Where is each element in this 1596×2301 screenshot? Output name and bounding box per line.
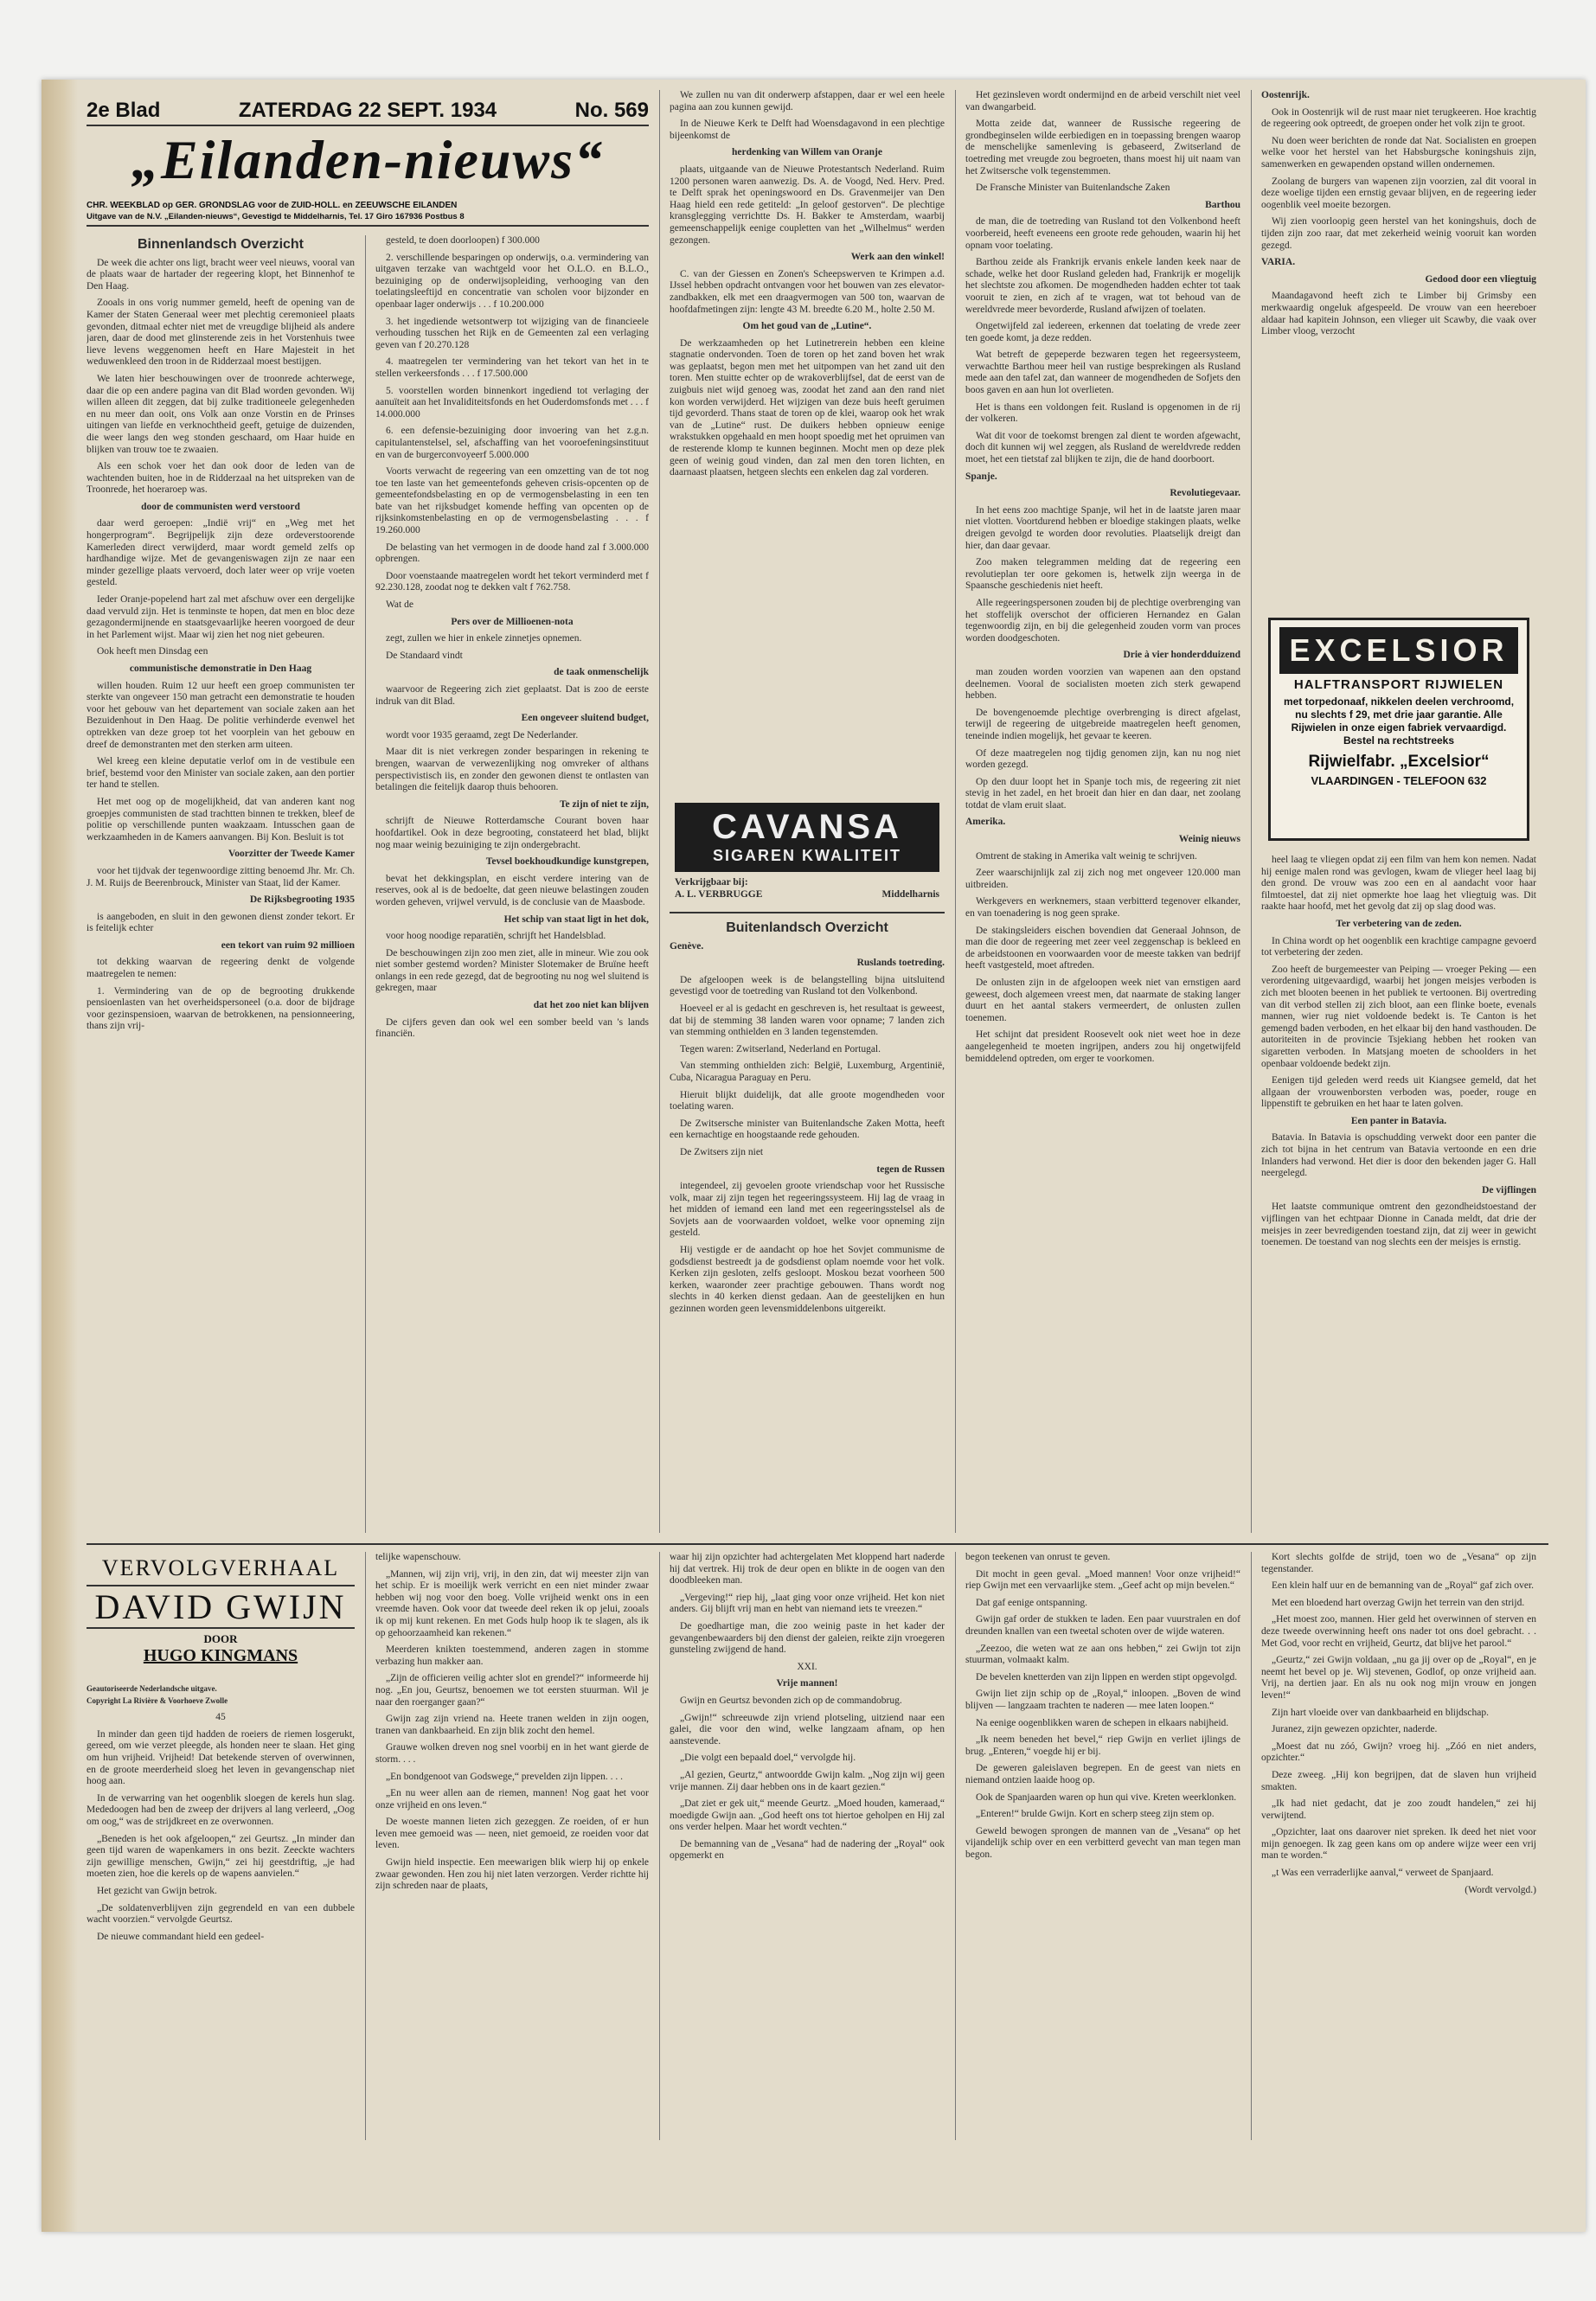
article-paragraph: Het gezinsleven wordt ondermijnd en de arbeid verschilt niet veel van dwangarbeid. — [965, 90, 1240, 112]
article-paragraph: heel laag te vliegen opdat zij een film van hem kon nemen. Nadat hij eenige malen rond was gevlogen, kwam de vlieger heel laag bij den grond. De vrouw was zoo een en al aandacht voor haar filmtoestel, dat zij niet opmerkte hoe laag het vliegtuig was. Dit raakte haar hoofd, met het gevolg dat zij op slag dood was. — [1261, 855, 1536, 913]
excelsior-advertisement — [1268, 618, 1529, 841]
article-paragraph: Op den duur loopt het in Spanje toch mis, de regeering zit niet stevig in het zadel, en het broeit dan hier en dan daar, net zoolang totdat de vlam eruit slaat. — [965, 776, 1240, 811]
article-paragraph: is aangeboden, en sluit in den gewonen dienst zonder tekort. Er is feitelijk echter — [87, 911, 355, 934]
serial-paragraph: „Die volgt een bepaald doel,“ vervolgde hij. — [680, 1753, 856, 1764]
column-rule — [1251, 90, 1252, 1533]
column-1 — [87, 235, 355, 1533]
article-paragraph: Voorts verwacht de regeering van een omzetting van de tot nog toe ten laste van het gemeentefonds geheven crisis-opcenten op de gemeentefondsbelasting en op de vermogensbelasting in een ten bate van het rijksbudget komende heffing van opcenten op de rijksinkomstenbelasting en op de vermogensbelasting . . . f 19.260.000 — [375, 466, 649, 536]
serial-column-2 — [375, 1552, 649, 2140]
dateline: Spanje. — [965, 471, 997, 482]
subheading: Te zijn of niet te zijn, — [559, 798, 649, 810]
serial-paragraph: waar hij zijn opzichter had achtergelaten Met kloppend hart naderde hij dat vertrek. Hij trok de deur open en blikte in de oogen van den doodbleeken man. — [670, 1552, 945, 1586]
serial-paragraph: De goedhartige man, die zoo weinig paste in het kader der gevangenbewaarders bij den dienst der galeien, reikte zijn vroegeren gunsteling zwijgend de hand. — [670, 1620, 945, 1656]
article-paragraph: De beschouwingen zijn zoo men ziet, alle in mineur. Wie zou ook niet somber gestemd worden? Minister Slotemaker de Bruïne heeft onlangs in een rede gezegd, dat de begrooting nu nog wel sluitend is gekregen, maar — [375, 947, 649, 994]
serial-title: DAVID GWIJN — [87, 1585, 355, 1629]
subheading: Werk aan den winkel! — [850, 252, 945, 263]
serial-paragraph: Deze zweeg. „Hij kon begrijpen, dat de slaven hun vrijheid smakten. — [1261, 1769, 1536, 1792]
column-rule — [365, 235, 366, 1533]
serial-divider — [87, 1543, 1548, 1545]
cavansa-advertisement — [675, 803, 939, 872]
article-paragraph: Door voenstaande maatregelen wordt het tekort verminderd met f 92.230.128, zoodat nog te dekken valt f 762.758. — [375, 570, 649, 593]
subheading: Ruslands toetreding. — [856, 958, 945, 969]
article-paragraph: Ook in Oostenrijk wil de rust maar niet terugkeeren. Hoe krachtig de regeering ook optreedt, de groepen onder het volk zijn te groot. — [1261, 106, 1536, 130]
newspaper-title: „Eilanden-nieuws“ — [131, 129, 605, 190]
serial-paragraph: Een klein half uur en de bemanning van de „Royal“ gaf zich over. — [1272, 1580, 1535, 1592]
serial-paragraph: Gwijn zag zijn vriend na. Heete tranen welden in zijn oogen, tranen van dankbaarheid. En zijn blik zocht den hemel. — [375, 1714, 649, 1736]
article-paragraph: In het eens zoo machtige Spanje, wil het in de laatste jaren maar niet vlotten. Voortdurend hebben er bloedige stakingen plaats, welke dreigen gevolgd te worden door revoluties. Plaatselijk dreigt dan hier, dan daar gevaar. — [965, 504, 1240, 551]
subheading: De Rijksbegrooting 1935 — [249, 894, 355, 906]
serial-continued: (Wordt vervolgd.) — [1465, 1884, 1536, 1895]
article-paragraph: plaats, uitgaande van de Nieuwe Protestantsch Nederland. Ruim 1200 personen waren aanwezig. Ds. A. de Voogd, Ned. Herv. Pred. te Delft sprak het openingswoord en Ds. Gravenmeijer van Den Haag hield een rede getiteld: „In geloof gestorven“. De plechtige kransglegging verrichtte Ds. H. Bakker te Amsterdam, waarbij gemeenschappelijk eenige coupletten van het „Wilhelmus“ werden gezongen. — [670, 163, 945, 246]
article-paragraph: Hieruit blijkt duidelijk, dat alle groote mogendheden voor toelating waren. — [670, 1089, 945, 1112]
article-paragraph: Batavia. In Batavia is opschudding verwekt door een panter die zich tot bijna in het centrum van Batavia vertoonde en een drie Inlanders had verwond. Het dier is door den bekenden jager G. Hall neergelegd. — [1261, 1132, 1536, 1179]
article-paragraph: De Fransche Minister van Buitenlandsche Zaken — [976, 183, 1170, 194]
article-paragraph: wordt voor 1935 geraamd, zegt De Nederlander. — [386, 729, 579, 740]
subheading: De vijflingen — [1482, 1184, 1536, 1195]
serial-column-4 — [965, 1552, 1240, 2140]
article-paragraph: De stakingsleiders eischen bovendien dat Generaal Johnson, de man die door de regeering met zeer veel zeggenschap is bekleed en de arbeidstoonen en voorwaarden voor de meeste takken van bedrijf heeft vastgesteld, moet aftreden. — [965, 925, 1240, 971]
article-paragraph: Ook heeft men Dinsdag een — [97, 646, 208, 657]
article-paragraph: De werkzaamheden op het Lutinetrerein hebben een kleine stagnatie ondervonden. Toen de toren op het zand boven het wrak was geplaatst, begon men met het uitpompen van het zand uit den toren. Men stuitte echter op de wrakoverblijfsel, dat de eerst van de zuigbuis niet wijd genoeg was, zoodat het zand aan den rand niet kon worden verwijderd. Het wijzigen van deze buis heeft geruimen tijd gevorderd. Thans staat de toren op de klei, waarop ook het wrak van de „Lutine“ rust. De duikers hebben opnieuw eenige wrakstukken opgehaald en men hoopt spoedig met het opruimen van de resterende klomp te kunnen beginnen. Mocht men op deze plek geen of weinig goud vinden, dan zal men den toren lichten, en daarnaast plaatsen, hetgeen slechts een enkelen dag zal vorderen. — [670, 337, 945, 478]
column-rule — [955, 1552, 956, 2140]
article-paragraph: Maar dit is niet verkregen zonder besparingen in rekening te brengen, waarvan de verwezenlijking nog omvreker of althans perspectivistisch iis, en zonder den gewonen dienst te ontlasten van betalingen die feitelijk daarop thuis behooren. — [375, 747, 649, 793]
article-paragraph: Wij zien voorloopig geen herstel van het koningshuis, doch de tijden zijn zoo raar, dat met zekerheid weinig vooruit kan worden gezegd. — [1261, 216, 1536, 251]
subheading: Voorzitter der Tweede Kamer — [228, 849, 355, 860]
serial-paragraph: „t Was een verraderlijke aanval,“ verweet de Spanjaard. — [1272, 1868, 1494, 1879]
serial-paragraph: De nieuwe commandant hield een gedeel- — [97, 1931, 265, 1942]
serial-header — [87, 1555, 355, 1666]
column-4 — [965, 90, 1240, 1533]
article-paragraph: We laten hier beschouwingen over de troonrede achterwege, daar die op een andere pagina van dit Blad worden gevonden. Wij willen alleen dit zeggen, dat bij zulke traditioneele gelegenheden en nu meer dan ooit, ons Volk aan onze Vorstin en de Prinses uitingen van liefde en verknochtheid geeft, getuige de duizenden, die weer langs den weg stonden geschaard, om Haar huide en blijken van trouw toe te zwaaien. — [87, 373, 355, 455]
serial-paragraph: Zijn hart vloeide over van dankbaarheid en blijdschap. — [1272, 1707, 1489, 1718]
serial-paragraph: Gwijn en Geurtsz bevonden zich op de commandobrug. — [680, 1695, 902, 1706]
article-paragraph: De Zwitsers zijn niet — [680, 1146, 764, 1157]
column-3-top — [670, 90, 945, 782]
ad-seller-place: Middelharnis — [881, 888, 939, 900]
ad-description: met torpedonaaf, nikkelen deelen verchroomd, nu slechts f 29, met drie jaar garantie. Alle Rijwielen in onze eigen fabriek vervaardigd. Bestel na rechtstreeks — [1283, 695, 1515, 747]
article-paragraph: We zullen nu van dit onderwerp afstappen, daar er wel een heele pagina aan zou kunnen gewijd. — [670, 90, 945, 112]
serial-paragraph: De bemanning van de „Vesana“ had de nadering der „Royal“ ook opgemerkt en — [670, 1838, 945, 1862]
subheading: herdenking van Willem van Oranje — [731, 147, 882, 158]
article-paragraph: man zouden worden voorzien van wapenen aan den opstand deelnemen. Vooral de socialisten moeten zich sterk gewapend hebben. — [965, 666, 1240, 702]
serial-kicker: VERVOLGVERHAAL — [101, 1555, 340, 1580]
column-5-bottom — [1261, 855, 1536, 1533]
subheading: Drie à vier honderdduizend — [1123, 650, 1240, 661]
dateline: Amerika. — [965, 817, 1006, 828]
serial-paragraph: Na eenige oogenblikken waren de schepen in elkaars nabijheid. — [976, 1717, 1229, 1728]
column-rule — [955, 90, 956, 1533]
article-paragraph: Hij vestigde er de aandacht op hoe het Sovjet communisme de godsdienst bestreedt ja de godsdienst oplam noemde voor het volk. Kerken zijn gesloten, zelfs gesloopt. Moskou bezat voorheen 500 kerken, waaronder zeer prachtige gebouwen. Thans wordt nog slechts in 40 kerken dienst gedaan. Aan de geestelijken en hun gezinnen worden geen levensmiddelenbons uitgereikt. — [670, 1245, 945, 1315]
serial-paragraph: In minder dan geen tijd hadden de roeiers de riemen losgerukt, gereed, om wie verzet pleegde, als honden neer te slaan. Het ging om hun vrijheid. Vrijheid! Dat betekende sterven of overwinnen, en de groote meerderheid sloeg het leven in gevangenschap niet hoog aan. — [87, 1728, 355, 1787]
article-paragraph: Barthou zeide als Frankrijk ervanis enkele landen keek naar de schade, welke het door Rusland geleden had, Frankrijk er mogelijk het slechtste zou afkomen. De mogendheden hadden echter tot taak vooruit te zien, en zich af te vragen, wat tot behoud van de wereldvrede meer bevorderde, Rusland afwijzen of toelaten. — [965, 257, 1240, 315]
serial-paragraph: De woeste mannen lieten zich gezeggen. Ze roeiden, of er hun leven mee gemoeid was — neen, niet gemoeid, ze roeiden voor dat leven. — [375, 1817, 649, 1851]
article-paragraph: 2. verschillende besparingen op onderwijs, o.a. vermindering van uitgaven terzake van wachtgeld voor het O.L.O. en B.L.O., bezuiniging op de onderwijsopleiding, verhooging van den toelatingsleeftijd en concentratie van scholen voor bijzonder en openbaar lager onderwijs . . . f 10.200.000 — [375, 252, 649, 310]
serial-paragraph: De bevelen knetterden van zijn lippen en werden stipt opgevolgd. — [976, 1671, 1238, 1682]
issue-date: ZATERDAG 22 SEPT. 1934 — [238, 99, 497, 122]
masthead-rule — [87, 125, 649, 126]
serial-paragraph: „Ik had niet gedacht, dat je zoo zoudt handelen,“ zei hij verwijtend. — [1261, 1798, 1536, 1821]
article-paragraph: Omtrent de staking in Amerika valt weinig te schrijven. — [976, 850, 1197, 862]
article-paragraph: daar werd geroepen: „Indië vrij“ en „Weg met het hongerprogram“. Begrijpelijk zijn deze ordeverstoorende Kamerleden direct verwijderd, maar wordt gemeld zelfs op hardhandige wijze. Met de gevangeniswagen zijn ze naar een minder gezellige plaats vervoerd, doch later weer op vrije voeten gesteld. — [87, 518, 355, 588]
column-rule — [659, 90, 660, 1533]
serial-paragraph: Juranez, zijn gewezen opzichter, naderde. — [1272, 1724, 1438, 1735]
article-paragraph: De bovengenoemde plechtige overbrenging is direct afgelast, terwijl de regeering de uitgebreide maatregelen heeft genomen, teneinde indien mogelijk, het gevaar te keeren. — [965, 707, 1240, 741]
subheading: Een ongeveer sluitend budget, — [521, 713, 649, 724]
article-paragraph: waarvoor de Regeering zich ziet geplaatst. Dat is zoo de eerste indruk van dit Blad. — [375, 684, 649, 707]
article-paragraph: Nu doen weer berichten de ronde dat Nat. Socialisten en groepen welke voor het herstel van het Habsburgsche koningshuis zijn, samenwerken en gewapenden opstand willen ondernemen. — [1261, 135, 1536, 170]
article-paragraph: Wat de — [386, 599, 413, 611]
ad-brand: EXCELSIOR — [1279, 627, 1518, 674]
serial-author: HUGO KINGMANS — [143, 1646, 298, 1665]
dateline: Genève. — [670, 940, 704, 952]
article-paragraph: integendeel, zij gevoelen groote vriendschap voor het Russische volk, maar zij zijn tegen het regeeringssysteem. Hij lag de vraag in het midden of iemand een land met een regeeringsstelsel als de Sovjets aan de voorwaarden voldoet, welke voor opneming zijn gesteld. — [670, 1181, 945, 1239]
subheading: Het schip van staat ligt in het dok, — [503, 913, 649, 925]
article-paragraph: De Standaard vindt — [386, 650, 463, 661]
serial-paragraph: „Ik neem beneden het bevel,“ riep Gwijn en verliet ijlings de brug. „Enteren,“ voegde hij er bij. — [965, 1734, 1240, 1757]
masthead-dateline — [87, 99, 649, 125]
masthead-bottom-rule — [87, 225, 649, 227]
article-paragraph: 3. het ingediende wetsontwerp tot wijziging van de financieele verhouding tusschen het Rijk en de Gemeenten zal een verlaging geven van f 20.270.128 — [375, 316, 649, 350]
article-paragraph: C. van der Giessen en Zonen's Scheepswerven te Krimpen a.d. IJssel hebben opdracht ontvangen voor het bouwen van zes elevator-zandbakken, elk met een draagvermogen van 500 ton, waarvan de hoofdafmetingen zijn: lengte 43 M. breedte 6.20 M., holte 2.50 M. — [670, 268, 945, 315]
column-rule — [659, 1552, 660, 2140]
article-paragraph: In China wordt op het oogenblik een krachtige campagne gevoerd tot verbetering der zeden. — [1261, 935, 1536, 958]
serial-chapter-heading: XXI. — [797, 1661, 817, 1672]
article-paragraph: 4. maatregelen ter vermindering van het tekort van het in te stellen verkeersfonds . . . f 17.500.000 — [375, 356, 649, 379]
article-paragraph: In de Nieuwe Kerk te Delft had Woensdagavond in een plechtige bijeenkomst de — [670, 119, 945, 141]
serial-paragraph: Het gezicht van Gwijn betrok. — [97, 1885, 217, 1896]
article-paragraph: Het met oog op de mogelijkheid, dat van anderen kant nog groepjes communisten de stad trachtten binnen te trekken, bleef de politie op verschillende punten waakzaam. Intusschen gaan de werkzaamheden in de Kamers aanvangen. Bij Kon. Besluit is tot — [87, 796, 355, 843]
article-paragraph: Zooals in ons vorig nummer gemeld, heeft de opening van de Kamer der Staten Generaal weer met plechtig ceremonieel plaats gevonden, ditmaal echter niet met de vreugdige blijheid als andere jaren, daar de dood met glinsterende zeis in het Vorstenhuis twee lieve levens weggenomen heeft en Hare Majesteit in het weduwenkleed den troon in de Ridderzaal moest bestijgen. — [87, 298, 355, 368]
article-paragraph: Ongetwijfeld zal iedereen, erkennen dat toelating de vrede zeer ten goede komt, ja deze redden. — [965, 321, 1240, 343]
serial-paragraph: „Het moest zoo, mannen. Hier geld het overwinnen of sterven en deze tweede overwinning heeft ons nader tot ons doel gebracht. . . Met God, voor recht en vrijheid, Geurtz, dat blijve het parool.“ — [1261, 1614, 1536, 1649]
article-paragraph: bevat het dekkingsplan, en eischt verdere intering van de reserves, ook al is de bedoelte, dat geen nieuwe belastingen zouden worden geheven, vrijwel vervuld, is de conclusie van de Maasbode. — [375, 873, 649, 907]
article-paragraph: tot dekking waarvan de regeering denkt de volgende maatregelen te nemen: — [87, 957, 355, 980]
subheading: Om het goud van de „Lutine“. — [742, 321, 872, 332]
article-paragraph: gesteld, te doen doorloopen) f 300.000 — [386, 235, 540, 246]
subheading: Weinig nieuws — [1178, 834, 1240, 845]
dateline: Oostenrijk. — [1261, 90, 1310, 100]
ad-brand: CAVANSA — [712, 808, 902, 846]
article-paragraph: Zoo heeft de burgemeester van Peiping — vroeger Peking — een verordening uitgevaardigd, waarbij het jongen meisjes verboden is zich met blooten beenen in het publiek te vertoonen. Bij overtreding van dit verbod stellen zij zich bloot, aan een flinke boete, evenals mannen, wier rug niet voldoende bedekt is. Te Canton is het gemengd baden verboden, en het elkaar bij den hand vasthouden. De autoriteiten in de provincie Tsjekiang hebben het rooken van sigaretten verboden. In Matsjang moeten de schoolders in het openbaar voldoende bedekt zijn. — [1261, 964, 1536, 1069]
column-3-bottom — [670, 919, 945, 1533]
article-paragraph: Wat dit voor de toekomst brengen zal dient te worden afgewacht, doch dit kunnen wij wel zeggen, als Rusland de wereldvrede redden moet, het een tietstaf zal blijken te zijn, die de hand doorboort. — [965, 430, 1240, 465]
serial-paragraph: In de verwarring van het oogenblik sloegen de kerels hun slag. Mededoogen had ben de zweep der drijvers al lang verleerd, „Oog om oog,“ was de strijdkreet en ze overwonnen. — [87, 1792, 355, 1827]
subheading: tegen de Russen — [876, 1163, 945, 1175]
binding-spine — [42, 80, 78, 2232]
ad-seller-block — [675, 877, 939, 908]
ad-tagline: SIGAREN KWALITEIT — [713, 847, 901, 864]
issue-number: No. 569 — [574, 99, 649, 122]
serial-paragraph: „En nu weer allen aan de riemen, mannen! Nog gaat het voor onze vrijheid en ons leven.“ — [375, 1788, 649, 1811]
article-paragraph: Motta zeide dat, wanneer de Russische regeering de grondbeginselen wilde eerbiedigen en in toepassing brengen waarop de menschelijke samenleving is gebaseerd, Zwitserland de toetreding met vreugde zou begroeten, thans moest hij uit naam van het Zwitsersche volk tegenstemmen. — [965, 119, 1240, 176]
subheading: Een panter in Batavia. — [1350, 1115, 1447, 1126]
serial-paragraph: „Gwijn!“ schreeuwde zijn vriend plotseling, uitziend naar een galei, die voor den wind, welke langzaam afnam, op hen aanstevende. — [670, 1712, 945, 1747]
serial-by: DOOR — [203, 1632, 238, 1645]
ad-company: Rijwielfabr. „Excelsior“ — [1308, 753, 1490, 771]
serial-paragraph: De geweren galeislaven begrepen. En de geest van niets en niemand ontzien laaide hoog op. — [965, 1763, 1240, 1785]
serial-column-1 — [87, 1683, 355, 2142]
serial-paragraph: Grauwe wolken dreven nog snel voorbij en in het want gierde de storm. . . . — [375, 1742, 649, 1765]
article-paragraph: de man, die de toetreding van Rusland tot den Volkenbond heeft voorbereid, heeft eveneens een groote rede gehouden, waarin hij het opnam voor toelating. — [965, 216, 1240, 251]
article-paragraph: 1. Vermindering van de op de begrooting drukkende pensioenlasten van het overheidspersoneel (o.a. door de bijdrage voor gezinspensioen, waarvan de betrokkenen, na pensionneering, thans zijn vrij- — [87, 985, 355, 1032]
serial-copyright: Copyright La Rivière & Voorhoeve Zwolle — [87, 1695, 228, 1705]
ad-seller-name: A. L. VERBRUGGE — [675, 888, 763, 900]
section-rule — [670, 912, 945, 913]
article-paragraph: Werkgevers en werknemers, staan verbitterd tegenover elkander, en van toenadering is nog geen sprake. — [965, 896, 1240, 920]
column-2 — [375, 235, 649, 1533]
serial-paragraph: begon teekenen van onrust te geven. — [965, 1552, 1111, 1562]
serial-chapter-number: 45 — [215, 1712, 226, 1723]
serial-paragraph: Gwijn liet zijn schip op de „Royal,“ inloopen. „Boven de wind blijven — langzaam trachten te naderen — mee laten loopen.“ — [965, 1689, 1240, 1711]
serial-paragraph: telijke wapenschouw. — [375, 1552, 461, 1562]
subheading: Ter verbetering van de zeden. — [1336, 918, 1462, 929]
serial-paragraph: „Enteren!“ brulde Gwijn. Kort en scherp steeg zijn stem op. — [976, 1809, 1215, 1820]
article-paragraph: Hoeveel er al is gedacht en geschreven is, het resultaat is geweest, dat bij de stemming 38 landen waren voor opname; 7 landen zich van stemming onthielden en 3 landen tegenstemden. — [670, 1003, 945, 1038]
article-paragraph: De afgeloopen week is de belangstelling bijna uitsluitend gevestigd voor de toetreding van Rusland tot den Volkenbond. — [670, 974, 945, 997]
serial-paragraph: „Zijn de officieren veilig achter slot en grendel?“ informeerde hij nog. „En jou, Geurtsz, benoemen we tot eersten stuurman. Wil je naar den roerganger gaan?“ — [375, 1673, 649, 1708]
section-heading-domestic: Binnenlandsch Overzicht — [137, 237, 304, 252]
subheading: Tevsel boekhoudkundige kunstgrepen, — [485, 856, 649, 868]
article-paragraph: Zeer waarschijnlijk zal zij zich nog met ongeveer 120.000 man uitbreiden. — [965, 868, 1240, 890]
article-paragraph: Als een schok voer het dan ook door de leden van de wachtenden buiten, hoe in de Ridderzaal na het uitspreken van de Troonrede, het hoeraroep was. — [87, 461, 355, 496]
subheading: de taak onmenschelijk — [554, 667, 649, 678]
article-paragraph: Maandagavond heeft zich te Limber bij Grimsby een merkwaardig ongeluk afgespeeld. De vrouw van een heereboer aldaar had kapitein Johnson, een vlieger uit Scawby, die vaak over Limber vloog, verzocht — [1261, 291, 1536, 337]
article-paragraph: De Zwitsersche minister van Buitenlandsche Zaken Motta, heeft een kernachtige en hoogstaande rede gehouden. — [670, 1118, 945, 1141]
serial-paragraph: Meerderen knikten toestemmend, anderen zagen in stomme verbazing hun makker aan. — [375, 1644, 649, 1667]
column-rule — [365, 1552, 366, 2140]
serial-column-3 — [670, 1552, 945, 2140]
serial-paragraph: Ook de Spanjaarden waren op hun qui vive. Kreten weerklonken. — [976, 1791, 1237, 1803]
serial-paragraph: „Dat ziet er gek uit,“ meende Geurtz. „Moed houden, kameraad,“ moedigde Gwijn aan. „God heeft ons tot hiertoe geholpen en Hij zal ons verder helpen. Maar het wordt vechten.“ — [670, 1798, 945, 1833]
serial-chapter-title: Vrije mannen! — [776, 1678, 838, 1689]
serial-paragraph: „Vergeving!“ riep hij, „laat ging voor onze vrijheid. Het kon niet anders. Gij blijft vrij man en hebt van niemand iets te vreezen.“ — [670, 1592, 945, 1615]
article-paragraph: Ieder Oranje-popelend hart zal met afschuw over een dergelijke daad vervuld zijn. Het is tenminste te hopen, dat men en bloc deze gezagondermijnende en staatsgevaarlijke heeren voorgoed de deur in het Parlement wijst. Maar wij zien het nog niet gebeuren. — [87, 594, 355, 640]
serial-column-5 — [1261, 1552, 1536, 2140]
article-paragraph: De belasting van het vermogen in de doode hand zal f 3.000.000 opbrengen. — [375, 542, 649, 565]
serial-paragraph: Dat gaf eenige ontspanning. — [976, 1597, 1088, 1608]
article-paragraph: Eenigen tijd geleden werd reeds uit Kiangsee gemeld, dat het allgaan der vrouwenborsten verboden was, poeder, rouge en lippenstift te gebruiken en het haar te laten golven. — [1261, 1075, 1536, 1110]
subheading: dat het zoo niet kan blijven — [533, 1000, 649, 1011]
serial-paragraph: „Geurtz,“ zei Gwijn voldaan, „nu ga jij over op de „Royal“, en je neemt het bevel op je. Wij stevenen, Godlof, op onze vrijheid aan. Vrij, na dertien jaar. En als nu ook nog mijn vrouw en jongen leven!“ — [1261, 1655, 1536, 1701]
column-5-top — [1261, 90, 1536, 522]
article-paragraph: Zoo maken telegrammen melding dat de regeering een revolutieplan ter oore gekomen is, hetwelk zijn weerga in de Spaansche geschiedenis niet heeft. — [965, 557, 1240, 592]
subheading: Pers over de Millioenen-nota — [451, 616, 574, 627]
subheading: communistische demonstratie in Den Haag — [129, 663, 312, 674]
newspaper-page — [87, 90, 1548, 2149]
article-paragraph: Of deze maatregelen nog tijdig genomen zijn, kan nu nog niet worden gezegd. — [965, 747, 1240, 771]
article-paragraph: Tegen waren: Zwitserland, Nederland en Portugal. — [680, 1043, 881, 1054]
article-paragraph: schrijft de Nieuwe Rotterdamsche Courant boven haar hoofdartikel. Ook in deze begrooting, constateerd het blad, blijkt nog maar weinig bezuiniging te zijn ondergebracht. — [375, 816, 649, 850]
serial-paragraph: „Moest dat nu zóó, Gwijn? vroeg hij. „Zóó en niet anders, opzichter.“ — [1261, 1740, 1536, 1764]
serial-paragraph: „En bondgenoot van Godswege,“ prevelden zijn lippen. . . . — [386, 1771, 624, 1782]
section-label-varia: VARIA. — [1261, 257, 1296, 268]
article-paragraph: Het laatste communique omtrent den gezondheidstoestand der vijflingen van het echtpaar Dionne in Canada meldt, dat drie der meisjes in zeer bevredigenden toestand zijn, dat zij weer in gewicht toenemen. De toestand van nog slechts een der meisjes is ernstig. — [1261, 1202, 1536, 1248]
article-paragraph: Het schijnt dat president Roosevelt ook niet weet hoe in deze aangelegenheid te moeten ingrijpen, anders zou hij ongetwijfeld bemiddelend optreden, om erger te voorkomen. — [965, 1029, 1240, 1064]
serial-paragraph: Dit mocht in geen geval. „Moed mannen! Voor onze vrijheid!“ riep Gwijn met een vervaarlijke stem. „Geef acht op mijn bevelen.“ — [965, 1568, 1240, 1592]
ad-address: VLAARDINGEN - TELEFOON 632 — [1311, 774, 1487, 787]
ad-product: HALFTRANSPORT RIJWIELEN — [1293, 677, 1504, 692]
column-rule — [1251, 1552, 1252, 2140]
ad-available-at: Verkrijgbaar bij: — [675, 877, 748, 888]
serial-paragraph: „Beneden is het ook afgeloopen,“ zei Geurtsz. „In minder dan geen tijd waren de wapenkamers in ons bezit. Zeeckte wachters zijn gewillige menschen, Gwijn,“ zei hij geestdriftig, „je had moeten zien, hoe die kerels op de wapens aanvielen.“ — [87, 1833, 355, 1880]
edition-label: 2e Blad — [87, 99, 161, 122]
article-paragraph: De week die achter ons ligt, bracht weer veel nieuws, vooral van de plaats waar de hartader der regeering klopt, het Binnenhof te Den Haag. — [87, 257, 355, 292]
article-paragraph: Het is thans een voldongen feit. Rusland is opgenomen in de rij der volkeren. — [965, 401, 1240, 425]
article-paragraph: voor hoog noodige reparatiën, schrijft het Handelsblad. — [386, 931, 606, 942]
article-paragraph: Zoolang de burgers van wapenen zijn voorzien, zal dit vooral in deze woelige tijden een ernstig gevaar blijven, en de regeering ieder oogenblik veel moeite bezorgen. — [1261, 176, 1536, 210]
article-paragraph: Van stemming onthielden zich: België, Luxemburg, Argentinië, Cuba, Nicaragua Paraguay en Peru. — [670, 1061, 945, 1083]
serial-rights: Geautoriseerde Nederlandsche uitgave. — [87, 1684, 217, 1693]
serial-paragraph: „Al gezien, Geurtz,“ antwoordde Gwijn kalm. „Nog zijn wij geen vrije mannen. Zij daar hebben ons in de kaart gezien.“ — [670, 1769, 945, 1792]
serial-paragraph: Gwijn hield inspectie. Een meewarigen blik wierp hij op enkele zwaar gewonden. Hen zou hij niet laten verzorgen. Verder richtte hij zijn schreden naar de plaats, — [375, 1857, 649, 1892]
subheading: een tekort van ruim 92 millioen — [221, 939, 355, 951]
article-paragraph: zegt, zullen we hier in enkele zinnetjes opnemen. — [386, 633, 582, 644]
masthead-publisher: Uitgave van de N.V. „Eilanden-nieuws“, Gevestigd te Middelharnis, Tel. 17 Giro 167936 Postbus 8 — [87, 212, 465, 221]
subheading: Gedood door een vliegtuig — [1425, 273, 1536, 285]
serial-paragraph: Gwijn gaf order de stukken te laden. Een paar vuurstralen en dof dreunden knallen van een tweetal schoten over de wijde wateren. — [965, 1614, 1240, 1637]
serial-paragraph: „Zeezoo, die weten wat ze aan ons hebben,“ zei Gwijn tot zijn stuurman, volmaakt kalm. — [965, 1643, 1240, 1666]
subheading: Revolutiegevaar. — [1170, 488, 1240, 499]
article-paragraph: voor het tijdvak der tegenwoordige zitting benoemd Jhr. Mr. Ch. J. M. Ruijs de Beerenbrouck, Minister van Staat, lid der Kamer. — [87, 865, 355, 888]
serial-paragraph: Geweld bewogen sprongen de mannen van de „Vesana“ op het vijandelijk schip over en een verbitterd gevecht van man tegen man begon. — [965, 1825, 1240, 1860]
article-paragraph: De onlusten zijn in de afgeloopen week niet van ernstigen aard geweest, doch algemeen vreest men, dat naarmate de staking langer duurt en het aantal stakers vermeerdert, de onlusten zullen toenemen. — [965, 977, 1240, 1023]
masthead-subtitle: CHR. WEEKBLAD op GER. GRONDSLAG voor de ZUID-HOLL. en ZEEUWSCHE EILANDEN — [87, 201, 458, 210]
serial-paragraph: „Mannen, wij zijn vrij, vrij, in den zin, dat wij meester zijn van het schip. Er is moeilijk werk verricht en een niet minder zwaar hebben wij nog voor den boeg. Volle vrijheid wenkt ons in een vreemde haven. Ook voor dat tweede deel reken ik op jelui, zooals ik op mij kunt rekenen. En met Gods hulp hoop ik te slagen, als ik op gehoorzaamheid kan rekenen.“ — [375, 1568, 649, 1638]
article-paragraph: 5. voorstellen worden binnenkort ingediend tot verlaging der aanuïteit aan het Invaliditeitsfonds en het Ouderdomsfonds met . . . f 14.000.000 — [375, 385, 649, 420]
article-paragraph: Wel kreeg een kleine deputatie verlof om in de vestibule een brief, bestemd voor den Minister van sociale zaken, aan den portier ter hand te stellen. — [87, 756, 355, 791]
article-paragraph: 6. een defensie-bezuiniging door invoering van het z.g.n. capitulantenstelsel, sel, afschaffing van het vooroefeningsinstituut en van de burgerconvoyeerf 5.000.000 — [375, 426, 649, 460]
serial-paragraph: Kort slechts golfde de strijd, toen wo de „Vesana“ op zijn tegenstander. — [1261, 1552, 1536, 1574]
subheading: door de communisten werd verstoord — [141, 501, 300, 512]
serial-paragraph: „Opzichter, laat ons daarover niet spreken. Ik deed het niet voor mijn genoegen. Ik zag geen kans om op andere wijze weer een vrij man te worden.“ — [1261, 1827, 1536, 1862]
article-paragraph: Wat betreft de gepeperde bezwaren tegen het regeersysteem, verwachtte Barthou meer heil van rustige besprekingen als Rusland mede aan den tafel zat, dan wanneer de mogendheden de Sofjets den boos gaven en aan hun lot overlieten. — [965, 349, 1240, 396]
section-heading-foreign: Buitenlandsch Overzicht — [726, 920, 888, 935]
serial-paragraph: „De soldatenverblijven zijn gegrendeld en van een dubbele wacht voorzien.“ vervolgde Geurtsz. — [87, 1902, 355, 1926]
article-paragraph: willen houden. Ruim 12 uur heeft een groep communisten ter sterkte van ongeveer 150 man getracht een demonstratie te houden voor het gebouw van het departement van sociale zaken aan het Bezuidenhout in Den Haag. De politie verhinderde evenwel het optrekken van deze groep tot het voorplein van het gebouw en dreef de demonstranten met den sterken arm uiteen. — [87, 680, 355, 750]
subheading: Barthou — [1205, 199, 1240, 210]
article-paragraph: De cijfers geven dan ook wel een somber beeld van 's lands financiën. — [375, 1016, 649, 1040]
article-paragraph: Alle regeeringspersonen zouden bij de plechtige overbrenging van het stoffelijk overschot der officieren Hernandez en Galan tegenwoordig zijn, en bij die gelegenheid zouden vorm van proces worden doodgeschoten. — [965, 597, 1240, 644]
serial-paragraph: Met een bloedend hart overzag Gwijn het terrein van den strijd. — [1272, 1597, 1525, 1608]
